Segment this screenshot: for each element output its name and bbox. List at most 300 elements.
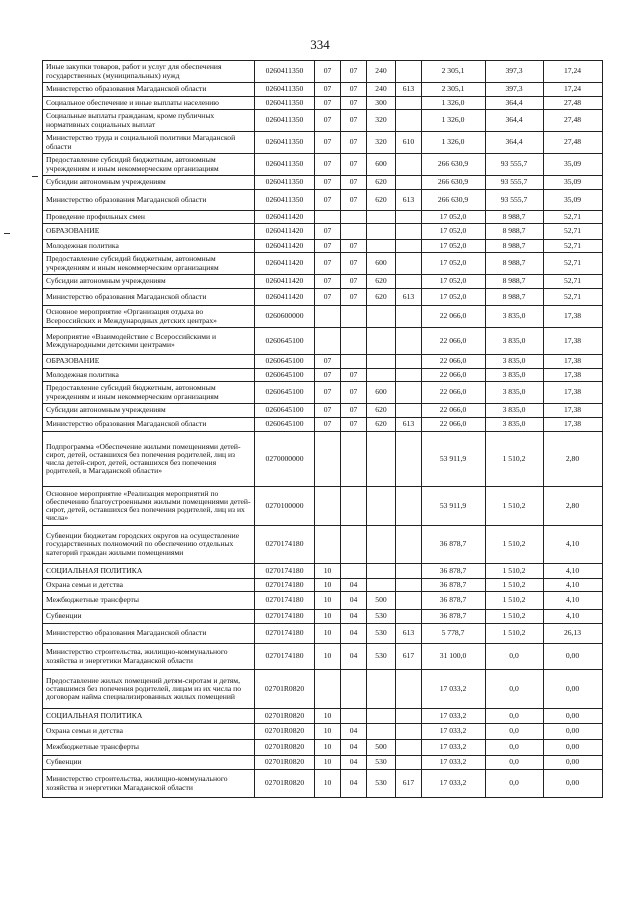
dept-code — [396, 110, 422, 132]
table-row — [43, 61, 603, 83]
plan-amount: 17 052,0 — [422, 275, 486, 289]
actual-amount: 3 835,0 — [486, 418, 544, 432]
subsection-code — [341, 487, 367, 526]
plan-amount: 17 033,2 — [422, 740, 486, 756]
plan-amount: 53 911,9 — [422, 487, 486, 526]
expense-type — [367, 526, 396, 564]
section-code: 10 — [315, 564, 341, 579]
row-name: Министерство строительства, жилищно-коммунального хозяйства и энергетики Магаданской области — [43, 770, 255, 798]
target-code: 0260600000 — [255, 306, 315, 328]
execution-percent: 0,00 — [544, 770, 603, 798]
section-code: 07 — [315, 83, 341, 97]
plan-amount: 22 066,0 — [422, 306, 486, 328]
subsection-code: 04 — [341, 610, 367, 624]
execution-percent: 0,00 — [544, 724, 603, 740]
table-row — [43, 110, 603, 132]
dept-code: 617 — [396, 770, 422, 798]
row-name: Субсидии автономным учреждениям — [43, 275, 255, 289]
margin-mark — [4, 233, 10, 234]
expense-type: 320 — [367, 110, 396, 132]
table-row — [43, 97, 603, 110]
row-name: Мероприятие «Взаимодействие с Всероссийскими и Международными детскими центрами» — [43, 328, 255, 355]
dept-code — [396, 724, 422, 740]
subsection-code — [341, 211, 367, 224]
dept-code — [396, 487, 422, 526]
dept-code — [396, 740, 422, 756]
row-name: Охрана семьи и детства — [43, 579, 255, 592]
subsection-code: 07 — [341, 154, 367, 176]
execution-percent: 17,38 — [544, 418, 603, 432]
expense-type: 620 — [367, 404, 396, 418]
dept-code — [396, 176, 422, 190]
section-code: 07 — [315, 110, 341, 132]
table-row — [43, 224, 603, 240]
target-code: 0260645100 — [255, 355, 315, 369]
dept-code — [396, 61, 422, 83]
dept-code — [396, 355, 422, 369]
execution-percent: 52,71 — [544, 289, 603, 306]
table-row — [43, 275, 603, 289]
target-code: 0260645100 — [255, 418, 315, 432]
target-code: 0260411350 — [255, 97, 315, 110]
plan-amount: 17 052,0 — [422, 211, 486, 224]
execution-percent: 0,00 — [544, 670, 603, 709]
table-row — [43, 369, 603, 382]
target-code: 02701R0820 — [255, 740, 315, 756]
target-code: 0270174180 — [255, 526, 315, 564]
row-name: СОЦИАЛЬНАЯ ПОЛИТИКА — [43, 564, 255, 579]
section-code — [315, 670, 341, 709]
expense-type — [367, 211, 396, 224]
execution-percent: 4,10 — [544, 564, 603, 579]
execution-percent: 17,38 — [544, 328, 603, 355]
dept-code — [396, 211, 422, 224]
subsection-code: 04 — [341, 592, 367, 610]
subsection-code: 07 — [341, 132, 367, 154]
subsection-code — [341, 564, 367, 579]
execution-percent: 52,71 — [544, 275, 603, 289]
target-code: 02701R0820 — [255, 770, 315, 798]
expense-type — [367, 432, 396, 487]
row-name: Подпрограмма «Обеспечение жилыми помещениями детей-сирот, детей, оставшихся без попечения родителей, лиц из числа детей-сирот, детей, оставшихся без попечения родителей, в Магаданской области» — [43, 432, 255, 487]
table-row — [43, 404, 603, 418]
plan-amount: 1 326,0 — [422, 132, 486, 154]
expense-type: 620 — [367, 418, 396, 432]
execution-percent: 17,38 — [544, 355, 603, 369]
subsection-code — [341, 526, 367, 564]
subsection-code: 07 — [341, 240, 367, 253]
table-row — [43, 355, 603, 369]
execution-percent: 52,71 — [544, 224, 603, 240]
target-code: 0260411350 — [255, 132, 315, 154]
target-code: 02701R0820 — [255, 670, 315, 709]
row-name: Межбюджетные трансферты — [43, 592, 255, 610]
subsection-code — [341, 306, 367, 328]
expense-type: 620 — [367, 275, 396, 289]
target-code: 0270174180 — [255, 579, 315, 592]
plan-amount: 266 630,9 — [422, 176, 486, 190]
actual-amount: 3 835,0 — [486, 404, 544, 418]
table-row — [43, 154, 603, 176]
plan-amount: 36 878,7 — [422, 592, 486, 610]
row-name: Предоставление субсидий бюджетным, автономным учреждениям и иным некоммерческим организациям — [43, 154, 255, 176]
section-code: 07 — [315, 289, 341, 306]
plan-amount: 266 630,9 — [422, 190, 486, 211]
actual-amount: 8 988,7 — [486, 275, 544, 289]
section-code — [315, 211, 341, 224]
actual-amount: 1 510,2 — [486, 526, 544, 564]
section-code: 07 — [315, 369, 341, 382]
dept-code: 613 — [396, 190, 422, 211]
expense-type — [367, 579, 396, 592]
section-code — [315, 306, 341, 328]
table-row — [43, 418, 603, 432]
plan-amount: 22 066,0 — [422, 418, 486, 432]
row-name: Социальное обеспечение и иные выплаты населению — [43, 97, 255, 110]
actual-amount: 93 555,7 — [486, 154, 544, 176]
actual-amount: 0,0 — [486, 709, 544, 724]
subsection-code — [341, 670, 367, 709]
dept-code — [396, 382, 422, 404]
section-code: 07 — [315, 176, 341, 190]
subsection-code: 07 — [341, 404, 367, 418]
actual-amount: 1 510,2 — [486, 592, 544, 610]
subsection-code — [341, 355, 367, 369]
execution-percent: 4,10 — [544, 592, 603, 610]
actual-amount: 1 510,2 — [486, 432, 544, 487]
table-row — [43, 770, 603, 798]
row-name: Министерство образования Магаданской области — [43, 289, 255, 306]
plan-amount: 17 033,2 — [422, 670, 486, 709]
plan-amount: 17 052,0 — [422, 224, 486, 240]
row-name: Предоставление субсидий бюджетным, автономным учреждениям и иным некоммерческим организациям — [43, 253, 255, 275]
table-row — [43, 83, 603, 97]
row-name: ОБРАЗОВАНИЕ — [43, 355, 255, 369]
table-row — [43, 240, 603, 253]
actual-amount: 1 510,2 — [486, 487, 544, 526]
target-code: 0260411350 — [255, 61, 315, 83]
dept-code — [396, 404, 422, 418]
section-code: 07 — [315, 240, 341, 253]
actual-amount: 93 555,7 — [486, 190, 544, 211]
target-code: 0260411350 — [255, 154, 315, 176]
target-code: 0260411420 — [255, 253, 315, 275]
actual-amount: 0,0 — [486, 770, 544, 798]
row-name: Субвенции бюджетам городских округов на осуществление государственных полномочий по обеспечению отдельных категорий граждан жилыми помещениями — [43, 526, 255, 564]
plan-amount: 36 878,7 — [422, 610, 486, 624]
expense-type: 620 — [367, 176, 396, 190]
actual-amount: 3 835,0 — [486, 369, 544, 382]
row-name: Основное мероприятие «Реализация мероприятий по обеспечению благоустроенными жилыми помещениями детей-сирот, детей, оставшихся без попечения родителей, лиц из их числа» — [43, 487, 255, 526]
expense-type — [367, 369, 396, 382]
section-code: 07 — [315, 382, 341, 404]
row-name: Министерство строительства, жилищно-коммунального хозяйства и энергетики Магаданской области — [43, 644, 255, 670]
target-code: 0260411420 — [255, 224, 315, 240]
table-row — [43, 756, 603, 770]
actual-amount: 1 510,2 — [486, 624, 544, 644]
expense-type — [367, 355, 396, 369]
execution-percent: 4,10 — [544, 526, 603, 564]
execution-percent: 17,38 — [544, 382, 603, 404]
actual-amount: 0,0 — [486, 644, 544, 670]
expense-type: 530 — [367, 644, 396, 670]
table-row — [43, 724, 603, 740]
subsection-code: 04 — [341, 724, 367, 740]
actual-amount: 364,4 — [486, 132, 544, 154]
actual-amount: 8 988,7 — [486, 224, 544, 240]
expense-type: 600 — [367, 253, 396, 275]
target-code: 0260645100 — [255, 328, 315, 355]
dept-code — [396, 275, 422, 289]
section-code: 10 — [315, 579, 341, 592]
actual-amount: 3 835,0 — [486, 306, 544, 328]
table-row — [43, 740, 603, 756]
actual-amount: 8 988,7 — [486, 240, 544, 253]
section-code: 07 — [315, 132, 341, 154]
table-row — [43, 592, 603, 610]
actual-amount: 397,3 — [486, 61, 544, 83]
target-code: 0260645100 — [255, 382, 315, 404]
row-name: Министерство образования Магаданской области — [43, 418, 255, 432]
row-name: СОЦИАЛЬНАЯ ПОЛИТИКА — [43, 709, 255, 724]
dept-code — [396, 592, 422, 610]
expense-type: 530 — [367, 610, 396, 624]
subsection-code: 04 — [341, 644, 367, 670]
dept-code: 613 — [396, 624, 422, 644]
row-name: ОБРАЗОВАНИЕ — [43, 224, 255, 240]
section-code: 10 — [315, 724, 341, 740]
target-code: 02701R0820 — [255, 724, 315, 740]
plan-amount: 22 066,0 — [422, 328, 486, 355]
subsection-code: 07 — [341, 110, 367, 132]
subsection-code — [341, 328, 367, 355]
expense-type: 600 — [367, 154, 396, 176]
section-code: 10 — [315, 644, 341, 670]
table-row — [43, 382, 603, 404]
section-code: 07 — [315, 404, 341, 418]
target-code: 0270000000 — [255, 432, 315, 487]
section-code — [315, 328, 341, 355]
section-code: 10 — [315, 592, 341, 610]
section-code — [315, 432, 341, 487]
expense-type: 240 — [367, 61, 396, 83]
dept-code — [396, 154, 422, 176]
target-code: 0270174180 — [255, 592, 315, 610]
subsection-code — [341, 709, 367, 724]
row-name: Субсидии автономным учреждениям — [43, 176, 255, 190]
dept-code: 610 — [396, 132, 422, 154]
expense-type: 530 — [367, 770, 396, 798]
expense-type — [367, 709, 396, 724]
table-row — [43, 289, 603, 306]
plan-amount: 36 878,7 — [422, 526, 486, 564]
plan-amount: 22 066,0 — [422, 404, 486, 418]
expense-type: 620 — [367, 190, 396, 211]
target-code: 0270100000 — [255, 487, 315, 526]
row-name: Основное мероприятие «Организация отдыха во Всероссийских и Международных детских центрах» — [43, 306, 255, 328]
expense-type: 500 — [367, 740, 396, 756]
dept-code — [396, 670, 422, 709]
plan-amount: 22 066,0 — [422, 382, 486, 404]
row-name: Предоставление жилых помещений детям-сиротам и детям, оставшимся без попечения родителей, лицам из их числа по договорам найма специализированных жилых помещений — [43, 670, 255, 709]
row-name: Министерство труда и социальной политики Магаданской области — [43, 132, 255, 154]
plan-amount: 1 326,0 — [422, 110, 486, 132]
subsection-code: 04 — [341, 579, 367, 592]
actual-amount: 0,0 — [486, 670, 544, 709]
target-code: 0260645100 — [255, 404, 315, 418]
plan-amount: 31 100,0 — [422, 644, 486, 670]
target-code: 0260411350 — [255, 110, 315, 132]
target-code: 02701R0820 — [255, 756, 315, 770]
dept-code — [396, 526, 422, 564]
execution-percent: 26,13 — [544, 624, 603, 644]
subsection-code: 04 — [341, 756, 367, 770]
expense-type: 530 — [367, 624, 396, 644]
execution-percent: 35,09 — [544, 190, 603, 211]
execution-percent: 0,00 — [544, 740, 603, 756]
subsection-code: 07 — [341, 418, 367, 432]
section-code: 07 — [315, 61, 341, 83]
expense-type — [367, 240, 396, 253]
row-name: Министерство образования Магаданской области — [43, 624, 255, 644]
section-code: 07 — [315, 224, 341, 240]
section-code: 10 — [315, 740, 341, 756]
subsection-code: 07 — [341, 275, 367, 289]
execution-percent: 2,80 — [544, 432, 603, 487]
expense-type: 600 — [367, 382, 396, 404]
execution-percent: 27,48 — [544, 132, 603, 154]
plan-amount: 5 778,7 — [422, 624, 486, 644]
plan-amount: 2 305,1 — [422, 83, 486, 97]
dept-code — [396, 240, 422, 253]
execution-percent: 2,80 — [544, 487, 603, 526]
target-code: 0260411350 — [255, 83, 315, 97]
plan-amount: 17 033,2 — [422, 724, 486, 740]
actual-amount: 1 510,2 — [486, 564, 544, 579]
actual-amount: 8 988,7 — [486, 211, 544, 224]
plan-amount: 36 878,7 — [422, 579, 486, 592]
expense-type: 300 — [367, 97, 396, 110]
subsection-code: 07 — [341, 97, 367, 110]
expense-type — [367, 328, 396, 355]
target-code: 0270174180 — [255, 610, 315, 624]
table-row — [43, 176, 603, 190]
execution-percent: 27,48 — [544, 97, 603, 110]
actual-amount: 3 835,0 — [486, 355, 544, 369]
plan-amount: 17 052,0 — [422, 240, 486, 253]
plan-amount: 2 305,1 — [422, 61, 486, 83]
table-row — [43, 328, 603, 355]
dept-code — [396, 97, 422, 110]
target-code: 0260411420 — [255, 289, 315, 306]
subsection-code: 07 — [341, 253, 367, 275]
expense-type: 240 — [367, 83, 396, 97]
table-row — [43, 253, 603, 275]
dept-code — [396, 709, 422, 724]
execution-percent: 52,71 — [544, 253, 603, 275]
actual-amount: 8 988,7 — [486, 289, 544, 306]
row-name: Субсидии автономным учреждениям — [43, 404, 255, 418]
execution-percent: 17,24 — [544, 83, 603, 97]
section-code — [315, 526, 341, 564]
target-code: 0260411420 — [255, 211, 315, 224]
table-row — [43, 610, 603, 624]
dept-code: 613 — [396, 418, 422, 432]
table-row — [43, 624, 603, 644]
subsection-code: 07 — [341, 369, 367, 382]
execution-percent: 17,38 — [544, 404, 603, 418]
execution-percent: 35,09 — [544, 176, 603, 190]
table-row — [43, 211, 603, 224]
page-number: 334 — [310, 37, 330, 52]
target-code: 0270174180 — [255, 564, 315, 579]
section-code: 07 — [315, 154, 341, 176]
execution-percent: 52,71 — [544, 240, 603, 253]
dept-code — [396, 328, 422, 355]
plan-amount: 17 033,2 — [422, 709, 486, 724]
target-code: 0260411350 — [255, 190, 315, 211]
plan-amount: 17 052,0 — [422, 289, 486, 306]
subsection-code — [341, 224, 367, 240]
subsection-code — [341, 432, 367, 487]
target-code: 0270174180 — [255, 624, 315, 644]
row-name: Молодежная политика — [43, 369, 255, 382]
table-row — [43, 306, 603, 328]
expense-type: 500 — [367, 592, 396, 610]
expense-type — [367, 724, 396, 740]
dept-code — [396, 432, 422, 487]
table-row — [43, 487, 603, 526]
table-row — [43, 526, 603, 564]
plan-amount: 17 033,2 — [422, 756, 486, 770]
actual-amount: 3 835,0 — [486, 328, 544, 355]
subsection-code: 07 — [341, 176, 367, 190]
expense-type — [367, 224, 396, 240]
plan-amount: 17 033,2 — [422, 770, 486, 798]
section-code: 07 — [315, 253, 341, 275]
subsection-code: 04 — [341, 740, 367, 756]
section-code: 10 — [315, 624, 341, 644]
subsection-code: 04 — [341, 770, 367, 798]
plan-amount: 53 911,9 — [422, 432, 486, 487]
row-name: Охрана семьи и детства — [43, 724, 255, 740]
target-code: 0260411420 — [255, 275, 315, 289]
actual-amount: 364,4 — [486, 97, 544, 110]
actual-amount: 397,3 — [486, 83, 544, 97]
actual-amount: 1 510,2 — [486, 579, 544, 592]
expense-type — [367, 670, 396, 709]
section-code: 10 — [315, 610, 341, 624]
target-code: 0260411350 — [255, 176, 315, 190]
dept-code — [396, 253, 422, 275]
section-code: 07 — [315, 355, 341, 369]
target-code: 02701R0820 — [255, 709, 315, 724]
execution-percent: 35,09 — [544, 154, 603, 176]
execution-percent: 0,00 — [544, 709, 603, 724]
dept-code — [396, 306, 422, 328]
section-code: 07 — [315, 275, 341, 289]
section-code: 10 — [315, 709, 341, 724]
subsection-code: 07 — [341, 382, 367, 404]
execution-percent: 17,24 — [544, 61, 603, 83]
subsection-code: 07 — [341, 190, 367, 211]
expense-type — [367, 564, 396, 579]
section-code: 07 — [315, 418, 341, 432]
expense-type: 620 — [367, 289, 396, 306]
row-name: Субвенции — [43, 756, 255, 770]
execution-percent: 4,10 — [544, 610, 603, 624]
target-code: 0270174180 — [255, 644, 315, 670]
